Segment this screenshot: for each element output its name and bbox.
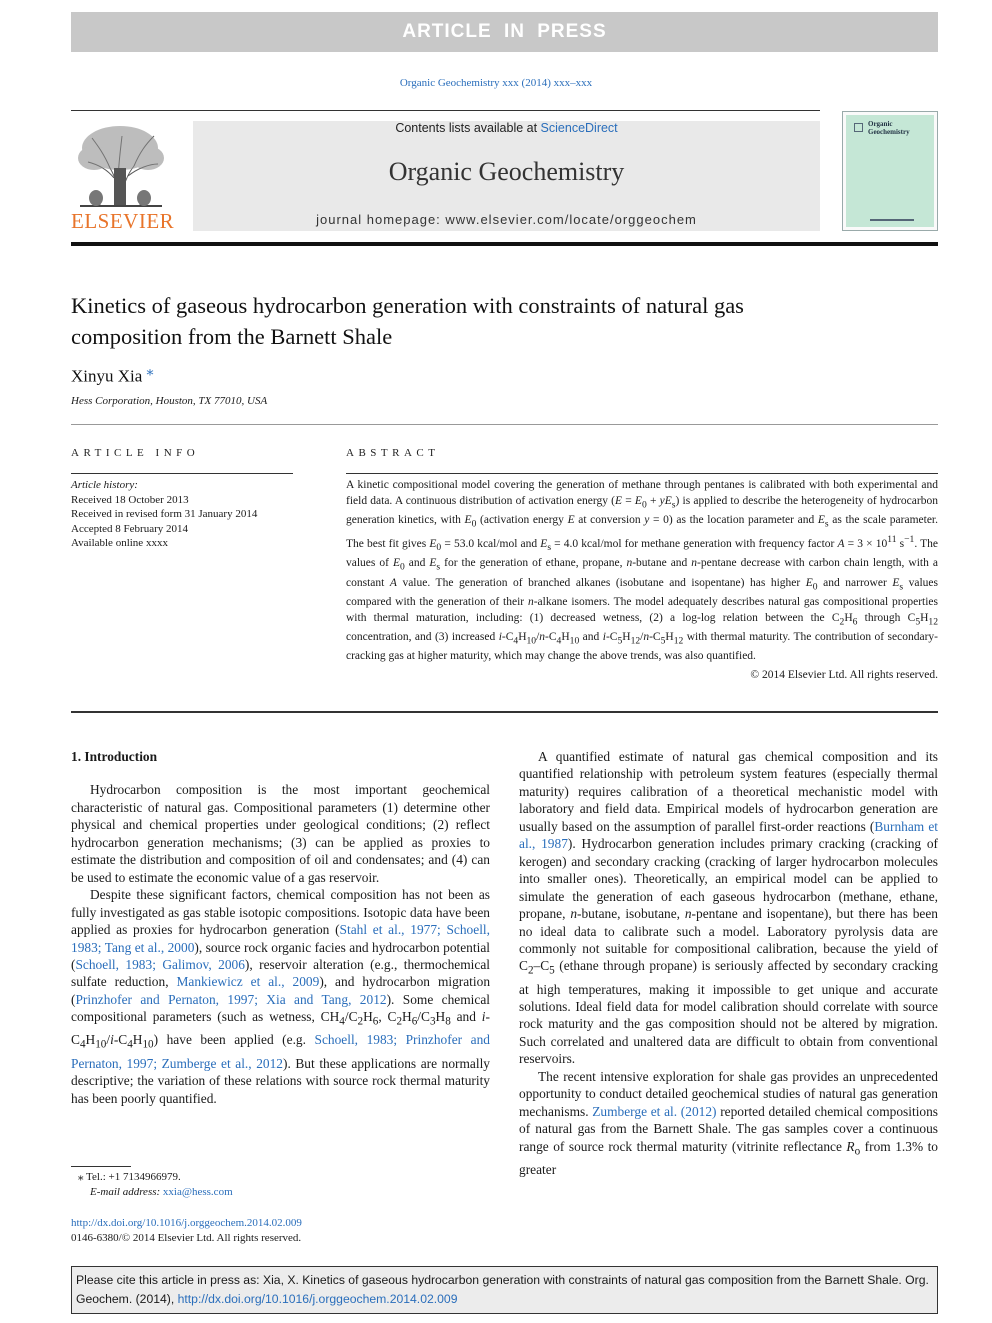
sciencedirect-link[interactable]: ScienceDirect (540, 121, 618, 135)
cover-logo-icon (854, 123, 863, 132)
corresponding-author-footnote (78, 1170, 233, 1200)
citation-link[interactable]: Mankiewicz et al., 2009 (176, 974, 320, 990)
citation-box (71, 1266, 938, 1314)
citation-link[interactable]: Stahl et al., 1977; Schoell, 1983; Tang et al., 2000 (71, 922, 490, 955)
title-divider (71, 424, 938, 425)
citation-link[interactable]: Schoell, 1983; Galimov, 2006 (75, 956, 245, 972)
journal-name: Organic Geochemistry (388, 157, 625, 186)
citation-doi-link[interactable]: http://dx.doi.org/10.1016/j.orggeochem.2014.02.009 (177, 1292, 458, 1306)
citation-link[interactable]: Burnham et al., 1987 (519, 818, 938, 852)
article-title: Kinetics of gaseous hydrocarbon generation with constraints of natural gas composition from the Barnett Shale (71, 293, 744, 349)
author-line (71, 363, 154, 387)
header-top-rule (71, 110, 820, 111)
body-column-right (519, 748, 938, 1178)
section-heading-introduction: 1. Introduction (71, 749, 158, 764)
elsevier-wordmark: ELSEVIER (71, 209, 175, 233)
citation-text: Please cite this article in press as: Xia, X. Kinetics of gaseous hydrocarbon generation with constraints of natural gas composition from the Barnett Shale. Org. Geochem. (2014), (76, 1273, 929, 1306)
abstract-bottom-rule (71, 711, 938, 713)
cover-title: Organic Geochemistry (868, 120, 910, 136)
paragraph: The recent intensive exploration for shale gas provides an unprecedented opportunity to conduct detailed geochemical studies of natural gas generation mechanisms. Zumberge et al. (2012) reported detailed chemical compositions of natural gas from the Barnett Shale. The gas samples cover a continuous range of source rock thermal maturity (vitrinite reflectance $R_o$ from 1.3% to greater (519, 1068, 939, 1177)
contents-prefix: Contents lists available at (395, 121, 541, 135)
doi-link[interactable]: http://dx.doi.org/10.1016/j.orggeochem.2014.02.009 (71, 1217, 302, 1229)
email-link[interactable]: xxia@hess.com (162, 1186, 233, 1198)
citation-link[interactable]: Zumberge et al. (2012) (592, 1103, 717, 1119)
author-name: Xinyu Xia (71, 366, 143, 386)
abstract-heading: ABSTRACT (346, 447, 440, 459)
journal-cover-thumbnail[interactable] (842, 111, 938, 231)
journal-citation-link[interactable]: Organic Geochemistry xxx (2014) xxx–xxx (399, 77, 593, 89)
cover-background (846, 115, 934, 227)
doi-block (71, 1216, 302, 1246)
issn-copyright: 0146-6380/© 2014 Elsevier Ltd. All rights reserved. (71, 1232, 302, 1244)
abstract-copyright: © 2014 Elsevier Ltd. All rights reserved. (750, 669, 938, 681)
article-info-heading: ARTICLE INFO (71, 447, 200, 459)
citation-link[interactable]: Prinzhofer and Pernaton, 1997; Xia and Tang, 2012 (75, 991, 387, 1007)
abstract-rule (346, 473, 938, 474)
article-in-press-banner: ARTICLE IN PRESS (71, 12, 938, 52)
history-revised: Received in revised form 31 January 2014 (71, 508, 258, 520)
paragraph: A quantified estimate of natural gas chemical composition and its quantified relationship with petroleum system features (especially thermal maturity) requires calibration of a theoretical mechanistic model with laboratory and field data. Empirical models of hydrocarbon generation are usually based on the assumption of parallel first-order reactions (Burnham et al., 1987). Hydrocarbon generation includes primary cracking (cracking of kerogen) and secondary cracking (cracking of larger hydrocarbon molecules into smaller ones). Theoretically, an empirical model can be applied to simulate the generation of each gaseous hydrocarbon (methane, ethane, propane, n-butane, isobutane, n-pentane and isopentane), but there has been no ideal data to calibrate such a model. Laboratory pyrolysis data are commonly not suitable for compositional calibration, because the yield of $C_2-C_5$ (ethane through propane) is seriously affected by secondary cracking at high temperatures, making it impossible to get unique and accurate solutions. Ideal field data for model calibration should correlate with source rock maturity and the gas composition should not be altered by migration. Such correlated and unaltered data are difficult to obtain from conventional reservoirs. (519, 749, 938, 1067)
footnote-email-line (78, 1185, 233, 1200)
corresponding-author-mark[interactable]: ⁎ (146, 364, 154, 379)
history-received: Received 18 October 2013 (71, 493, 189, 506)
journal-homepage[interactable]: journal homepage: www.elsevier.com/locate/orggeochem (316, 212, 697, 227)
contents-line (193, 121, 820, 135)
footnote-tel: ⁎ Tel.: +1 7134966979. (78, 1171, 181, 1183)
article-info-rule (71, 473, 293, 474)
body-column-left (71, 748, 490, 1107)
history-accepted: Accepted 8 February 2014 (71, 522, 188, 535)
header-bottom-rule (71, 242, 938, 246)
email-label: E-mail address: (90, 1186, 161, 1198)
abstract-text: A kinetic compositional model covering the generation of methane through pentanes is calibrated with both experimental and field data. A continuous distribution of activation energy $(E = E_0 + yE_s)$ is applied to describe the heterogeneity of hydrocarbon generation kinetics, with $E_0$ (activation energy E at conversion y = 0) as the location parameter and $E_s$ as the scale parameter. The best fit gives $E_0 = 53.0$ kcal/mol and $E_s = 4.0$ kcal/mol for methane generation with frequency factor $A = 3 \times 10^{11}$ $s^{-1}$. The values of $E_0$ and $E_s$ for the generation of ethane, propane, n-butane and n-pentane decrease with carbon chain length, with a constant A value. The generation of branched alkanes (isobutane and isopentane) has higher $E_0$ and narrower $E_s$ values compared with the generation of their n-alkane isomers. The model adequately describes natural gas compositional properties with thermal maturation, including: (1) decreased wetness, (2) a log-log relation between the $C_2H_6$ through $C_5H_{12}$ concentration, and (3) increased $i-C_4H_{10}/n-C_4H_{10}$ and $i-C_5H_{12}/n-C_5H_{12}$ with thermal maturity. The contribution of secondary-cracking gas at higher maturity, which may change the above trends, was also quantified. (346, 479, 939, 663)
history-online: Available online xxxx (71, 537, 168, 549)
paragraph: Hydrocarbon composition is the most important geochemical characteristic of natural gas. Compositional parameters (1) determine other physical and chemical properties under geological conditions; (2) reflect hydrocarbon generation mechanisms; (3) can be applied as proxies to estimate the distribution and composition of oil and condensates; and (4) can be used to estimate the economic value of a gas reservoir. (71, 782, 490, 885)
paragraph: Despite these significant factors, chemical composition has not been as fully investigated as gas stable isotopic compositions. Isotopic data have been applied as proxies for hydrocarbon generation (Stahl et al., 1977; Schoell, 1983; Tang et al., 2000), source rock organic facies and hydrocarbon potential (Schoell, 1983; Galimov, 2006), reservoir alteration (e.g., thermochemical sulfate reduction, Mankiewicz et al., 2009), and hydrocarbon migration (Prinzhofer and Pernaton, 1997; Xia and Tang, 2012). Some chemical compositional parameters (such as wetness, $CH_4/C_2H_6$, $C_2H_6/C_3H_8$ and $i-C_4H_{10}/i-C_4H_{10}$) have been applied (e.g. Schoell, 1983; Prinzhofer and Pernaton, 1997; Zumberge et al., 2012). But these applications are normally descriptive; the variation of these relations with source rock thermal maturity has been poorly quantified. (71, 887, 491, 1106)
affiliation: Hess Corporation, Houston, TX 77010, USA (71, 395, 268, 407)
footnote-rule (71, 1166, 131, 1167)
citation-link[interactable]: Schoell, 1983; Prinzhofer and Pernaton, 1997; Zumberge et al., 2012 (71, 1032, 490, 1071)
cover-footer-mark (870, 219, 914, 225)
history-label: Article history: (71, 479, 138, 491)
article-history (71, 478, 257, 551)
